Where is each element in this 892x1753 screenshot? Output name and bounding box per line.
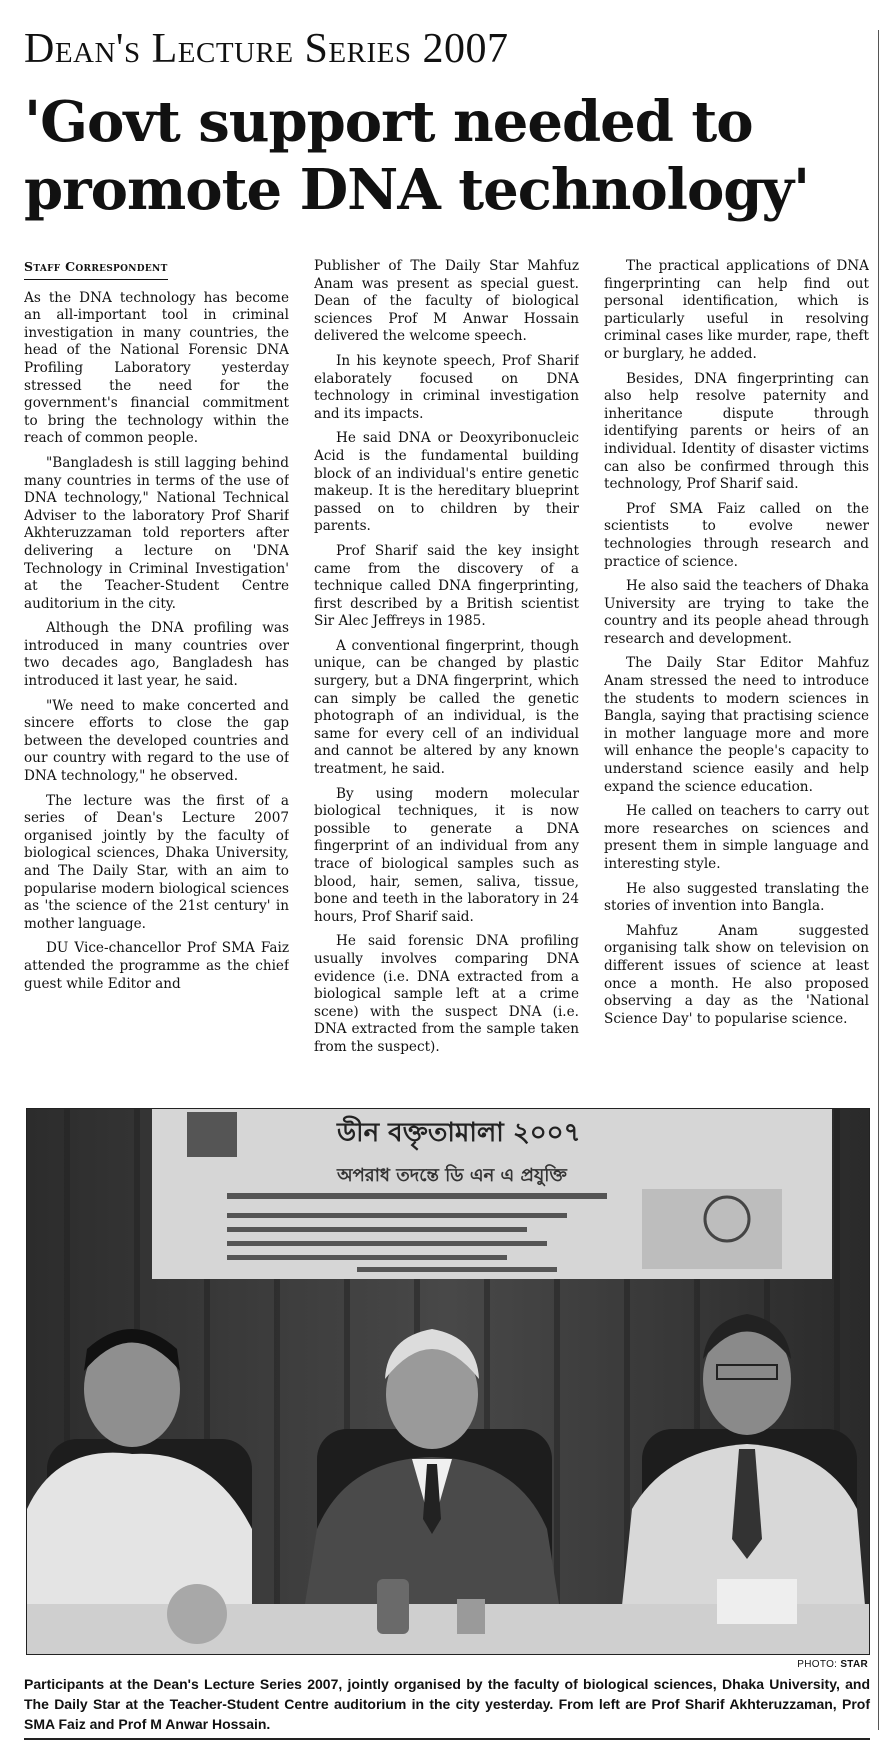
paragraph: By using modern molecular biological techniques, it is now possible to generate a DNA fingerprint of an individual from any trace of biological samples such as blood, hair, semen, saliva, tissue, bone and teeth in the laboratory in 24 hours, Prof Sharif said. [314,785,579,925]
paragraph: He said DNA or Deoxyribonucleic Acid is the fundamental building block of an individual's entire genetic makeup. It is the hereditary blueprint passed on to children by their parents. [314,430,579,535]
paragraph: He called on teachers to carry out more researches on sciences and present them in simple language and interesting style. [604,803,869,872]
paragraph: The lecture was the first of a series of Dean's Lecture 2007 organised jointly by the faculty of biological sciences, Dhaka University, and The Daily Star, with an aim to popularise modern biological sciences as 'the science of the 21st century' in mother language. [24,792,289,932]
paragraph: Publisher of The Daily Star Mahfuz Anam was present as special guest. Dean of the faculty of biological sciences Prof M Anwar Hossain delivered the welcome speech. [314,258,579,345]
paragraph: Besides, DNA fingerprinting can also help resolve paternity and inheritance dispute through identifying parents or heirs of an individual. Identity of disaster victims can also be confirmed through this technology, Prof Sharif said. [604,370,869,493]
article-body [24,258,870,1092]
photo-caption: Participants at the Dean's Lecture Series 2007, jointly organised by the faculty of biological sciences, Dhaka University, and The Daily Star at the Teacher-Student Centre auditorium in the city yesterday. From left are Prof Sharif Akhteruzzaman, Prof SMA Faiz and Prof M Anwar Hossain. [24,1676,870,1732]
paragraph: Although the DNA profiling was introduced in many countries over two decades ago, Bangladesh has introduced it last year, he said. [24,620,289,690]
byline: Staff Correspondent [24,258,168,280]
paragraph: Prof SMA Faiz called on the scientists to evolve newer technologies through research and practice of science. [604,500,869,570]
paragraph: "Bangladesh is still lagging behind many countries in terms of the use of DNA technology," National Technical Adviser to the laboratory Prof Sharif Akhteruzzaman told reporters after delivering a lecture on 'DNA Technology in Criminal Investigation' at the Teacher-Student Centre auditorium in the city. [24,454,289,612]
event-photo-illustration [27,1109,869,1654]
banner-subtitle: অপরাধ তদন্তে ডি এন এ প্রযুক্তি [337,1165,567,1186]
paragraph: As the DNA technology has become an all-important tool in criminal investigation in many countries, the head of the National Forensic DNA Profiling Laboratory yesterday stressed the need for the government's financial commitment to bring the technology within the reach of common people. [24,289,289,447]
paragraph: In his keynote speech, Prof Sharif elaborately focused on DNA technology in criminal investigation and its impacts. [314,352,579,422]
banner-title: ডীন বক্তৃতামালা ২০০৭ [337,1118,581,1148]
article-column-3 [604,258,869,1092]
paragraph: He said forensic DNA profiling usually involves comparing DNA evidence (i.e. DNA extracted from a biological sample left at a crime scene) with the suspect DNA (i.e. DNA extracted from the sample taken from the suspect). [314,933,579,1055]
article-column-1 [24,258,289,1092]
paragraph: Mahfuz Anam suggested organising talk show on television on different issues of science at least once a month. He also proposed observing a day as the 'National Science Day' to popularise science. [604,922,869,1027]
article-column-2 [314,258,579,1092]
paragraph: The Daily Star Editor Mahfuz Anam stressed the need to introduce the students to modern sciences in Bangla, saying that practising science in mother language more and more will enhance the people's capacity to understand science easily and help expand the science education. [604,655,869,795]
paragraph: The practical applications of DNA fingerprinting can help find out personal identification, which is particularly useful in resolving criminal cases like murder, rape, theft or burglary, he added. [604,258,869,362]
headline: 'Govt support needed to promote DNA technology' [24,89,810,223]
paragraph: A conventional fingerprint, though unique, can be changed by plastic surgery, but a DNA fingerprint, which can simply be called the genetic photograph of an individual, is the same for every cell of an individual and cannot be altered by any known treatment, he said. [314,637,579,778]
series-kicker: Dean's Lecture Series 2007 [24,26,509,72]
paragraph: He also said the teachers of Dhaka University are trying to take the country and its people ahead through research and development. [604,578,869,647]
bottom-rule [24,1738,870,1740]
event-photo [26,1108,870,1655]
paragraph: "We need to make concerted and sincere efforts to close the gap between the developed countries and our country with regard to the use of DNA technology," he observed. [24,697,289,785]
column-rule [878,30,879,1730]
paragraph: DU Vice-chancellor Prof SMA Faiz attended the programme as the chief guest while Editor and [24,940,289,992]
photo-credit: PHOTO: STAR [797,1659,868,1670]
paragraph: He also suggested translating the stories of invention into Bangla. [604,880,869,915]
paragraph: Prof Sharif said the key insight came from the discovery of a technique called DNA fingerprinting, first described by a British scientist Sir Alec Jeffreys in 1985. [314,542,579,630]
